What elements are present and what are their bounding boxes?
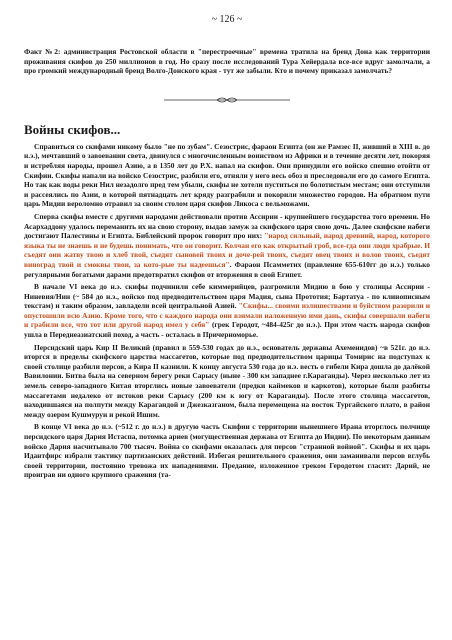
divider-ornament bbox=[162, 96, 292, 104]
paragraph-5: В конце VI века до н.э. (~512 г. до н.э.) в другую часть Скифии с территории нынешнего Ирана вторглось полчище персидского царя Дария Истаспа, потомка ариев (могущественная держава от Египта до Индии). По некоторым данным войско Дария насчитывало 700 тысяч. Война со скифами оказалась для персов "странной войной". Скифы и их царь Идантфирс избрали тактику партизанских действий. Избегая решительного сражения, они заманивали персов вглубь своей территории, постоянно тревожа их нападениями. Предание, изложенное греком Геродотом гласит: Дарий, не проиграв ни одного крупного сражения (та- bbox=[24, 422, 430, 480]
prophet-quote: "народ сильный, народ древний, народ, которого языка ты не знаешь и не будешь понимать, что он говорит. Колчан его как открытый гроб, все-гда они люди храбрые. И съедят они жатву твою и хлеб твой, съедят сыновей твоих и доче-рей твоих, съедят овец твоих и волов твоих, съедят виноград твой и смоквы твои, за кото-рые ты надеешься" bbox=[24, 231, 430, 269]
paragraph-3: В начале VI века до н.э. скифы подчинили себе киммерийцев, разгромили Мидию в бою у столицы Ассирии - Ниневия/Нин (~ 584 до н.э., войско под предводительством царя Мадия, сына Прототия; Бартатуа - по клинописным текстам) и таким образом, завладели всей центральной Азией. "Скифы... своими излишествами и буйством разорили и опустошили всю Азию. Кроме того, что с каждого народа они взимали наложенную ими дань, скифы совершали набеги и грабили все, что тот или другой народ имел у себя" (грек Геродот, ~484-425г до н.э.). При этом часть народа скифов ушла в Переднеазиатский поход, а часть - осталась в Причерноморье. bbox=[24, 282, 431, 340]
paragraph-1: Справиться со скифами никому было "не по зубам". Сезострис, фараон Египта (он же Рамзес II, живший в XIII в. до н.э.), мечтавший о завоевании света, двинулся с многочисленным воинством из Африки и в течение десяти лет, покоряя и истребляя народы, прошел Азию, а в 1350 лет до Р.Х. напал на скифов. Они принудили его войско спешно отойти от Скифии. Скифы напали на войско Сезострис, разбили его, отняли у него весь обоз и преследовали его до самого Египта. Но так как воды реки Нил незадолго пред тем убыли, скифы не хотели пуститься по болотистым местам; они отступили и рассеялись по Азии, в которой пятнадцать лет кряду разграбили и покорили множество городов. На обратном пути царь Мидии вероломно отравил за своим столом царя скифов Ликоса с вельможами. bbox=[24, 141, 430, 209]
fact-paragraph: Факт №2: администрация Ростовской области в "перестроечные" времена тратила на бренд Дона как территории проживания скифов до 250 миллионов в год. Но сразу после исследований Тура Хейердала все-все вдруг замолчали, а про громкий международный бренд Волго-Донского края - тут же забыли. Кто и почему приказал замолчать? bbox=[24, 47, 430, 76]
paragraph-4: Персидский царь Кир II Великий (правил в 559-530 годах до н.э., основатель державы Ахеменидов) ~в 521г. до н.э. вторгся в пределы скифского царства массагетов, которые под предводительством царицы Томирис на подступах к своей столице разбили персов, а Кира II казнили. К концу августа 530 года до н.э. весть о гибели Кира дошла до далёкой Вавилонии. Битва была на северном берегу реки Сарысу (ныне - 300 км западнее г.Караганды). Через несколько лет из земель северо-западного Китая вторглись новые завоеватели (предки каймеков и каркотов), которые были разбиты массагетами недалеко от истоков реки Сарысу (200 км к югу от Караганды). После этого столица массагетов, находившаяся на полпути между Карагандой и Джезказганом, была перемещена на восток Тургайского плато, в район между озером Кушмурун и рекой Ишим. bbox=[24, 342, 430, 419]
herodotus-quote: "Скифы... своими излишествами и буйством разорили и опустошили всю Азию. Кроме того, что с каждого народа они взимали наложенную ими дань, скифы совершали набеги и грабили все, что тот или другой народ имел у себя" bbox=[24, 301, 431, 330]
page-number: ~ 126 ~ bbox=[211, 14, 243, 25]
paragraph-2: Сперва скифы вместе с другими народами действовали против Ассирии - крупнейшего государства того времени. Но Асархаддону удалось переманить их на свою сторону, выдав замуж за скифского царя свою дочь. Далее скифские набеги достигают Палестины и Египта. Библейский пророк говорит про них: "народ сильный, народ древний, народ, которого языка ты не знаешь и не будешь понимать, что он говорит. Колчан его как открытый гроб, все-гда они люди храбрые. И съедят они жатву твою и хлеб твой, съедят сыновей твоих и доче-рей твоих, съедят овец твоих и волов твоих, съедят виноград твой и смоквы твои, за кото-рые ты надеешься". Фараон Псамметих (правление 655-610гг до н.э.) только регулярными богатыми дарами предотвратил скифов от вторжения в свой Египет. bbox=[24, 211, 430, 279]
section-title: Войны скифов... bbox=[24, 121, 121, 137]
